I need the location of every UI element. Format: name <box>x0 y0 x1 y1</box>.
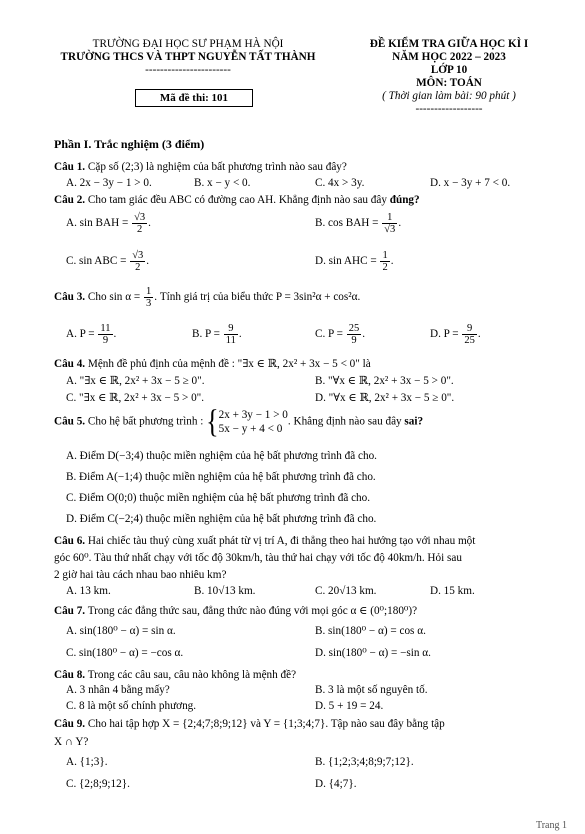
school-header <box>48 38 328 77</box>
question-9 <box>54 717 564 732</box>
option-prefix: A. P = <box>66 328 95 341</box>
fraction <box>144 286 153 309</box>
q8-option-b: B. 3 là một số nguyên tố. <box>315 684 428 696</box>
question-text-pre: Cho hệ bất phương trình : <box>87 415 204 428</box>
question-label: Câu 9. <box>54 718 86 730</box>
numerator: 1 <box>382 250 388 261</box>
denominator: √3 <box>384 224 396 235</box>
question-text: Mệnh đề phủ định của mệnh đề : "∃x ∈ ℝ, 2x² + 3x − 5 < 0" là <box>87 358 371 370</box>
question-text: Trong các câu sau, câu nào không là mệnh đề? <box>87 669 297 681</box>
school-year: NĂM HỌC 2022 – 2023 <box>392 51 506 63</box>
q1-option-d: D. x − 3y + 7 < 0. <box>430 177 511 189</box>
denominator: 3 <box>145 298 152 309</box>
denominator: 2 <box>135 262 141 273</box>
numerator: 9 <box>224 323 238 335</box>
numerator: √3 <box>132 250 144 261</box>
q9-option-d: D. {4;7}. <box>315 778 357 790</box>
option-prefix: C. P = <box>315 328 343 341</box>
header-dashes-left: ----------------------- <box>145 64 231 76</box>
q4-option-a: A. "∃x ∈ ℝ, 2x² + 3x − 5 ≥ 0". <box>66 375 205 387</box>
question-label: Câu 6. <box>54 535 86 547</box>
fraction <box>382 212 397 235</box>
q3-option-d: D. P = $\frac{9}{25}$ . <box>430 323 481 346</box>
q8-option-d: D. 5 + 19 = 24. <box>315 700 384 712</box>
question-text: Cho tam giác đều ABC có đường cao AH. Khẳng định nào sau đây <box>87 194 387 206</box>
q4-option-b: B. "∀x ∈ ℝ, 2x² + 3x − 5 > 0". <box>315 375 454 387</box>
question-8 <box>54 668 564 683</box>
q1-option-b: B. x − y < 0. <box>194 177 251 189</box>
school-name-1: TRƯỜNG ĐẠI HỌC SƯ PHẠM HÀ NỘI <box>92 38 284 50</box>
question-6 <box>54 534 564 549</box>
school-name-2: TRƯỜNG THCS VÀ THPT NGUYỄN TẤT THÀNH <box>60 51 316 63</box>
question-label: Câu 5. <box>54 415 86 428</box>
grade: LỚP 10 <box>430 64 468 76</box>
fraction <box>98 323 112 346</box>
question-line-1: Hai chiếc tàu thuỷ cùng xuất phát từ vị trí A, đi thẳng theo hai hướng tạo với nhau một <box>87 535 476 547</box>
denominator: 2 <box>382 262 388 273</box>
q9-option-b: B. {1;2;3;4;8;9;7;12}. <box>315 756 414 768</box>
numerator: 25 <box>348 323 360 334</box>
option-prefix: C. sin ABC = <box>66 255 127 268</box>
q3-option-a: A. P = $\frac{11}{9}$ . <box>66 323 117 346</box>
q4-option-d: D. "∀x ∈ ℝ, 2x² + 3x − 5 ≥ 0". <box>315 392 455 404</box>
question-9-line-2: X ∩ Y? <box>54 736 89 748</box>
q7-option-a: A. sin(180⁰ − α) = sin α. <box>66 625 176 637</box>
question-label: Câu 1. <box>54 161 86 173</box>
q9-option-a: A. {1;3}. <box>66 756 108 768</box>
question-emphasis: đúng? <box>389 194 420 206</box>
exam-title: ĐỀ KIỂM TRA GIỮA HỌC KÌ I <box>369 38 529 50</box>
q7-option-b: B. sin(180⁰ − α) = cos α. <box>315 625 426 637</box>
exam-code-box: Mã đề thi: 101 <box>135 89 253 107</box>
question-text: Trong các đẳng thức sau, đẳng thức nào đúng với mọi góc α ∈ (0⁰;180⁰)? <box>87 605 418 617</box>
option-prefix: B. cos BAH = <box>315 217 379 230</box>
numerator: √3 <box>134 212 146 223</box>
question-text: Cặp số (2;3) là nghiệm của bất phương trình nào sau đây? <box>87 161 347 173</box>
question-text-pre: Cho sin α = <box>87 291 141 304</box>
system-brace: { <box>206 403 219 440</box>
question-label: Câu 3. <box>54 291 86 304</box>
question-1 <box>54 160 564 175</box>
fraction <box>132 212 147 235</box>
q1-option-c: C. 4x > 3y. <box>315 177 365 189</box>
numerator: 1 <box>382 212 397 224</box>
inequality-1: 2x + 3y − 1 > 0 <box>218 409 288 421</box>
numerator: 11 <box>100 323 111 334</box>
q6-option-c: C. 20√13 km. <box>315 585 377 597</box>
question-text-post: . Khẳng định nào sau đây <box>287 415 402 428</box>
question-text-post: . Tính giá trị của biểu thức P = 3sin²α + cos²α. <box>154 291 361 304</box>
numerator: 1 <box>145 286 152 297</box>
question-line-1: Cho hai tập hợp X = {2;4;7;8;9;12} và Y = {1;3;4;7}. Tập nào sau đây bằng tập <box>87 718 445 730</box>
question-6-line-3: 2 giờ hai tàu cách nhau bao nhiêu km? <box>54 569 227 581</box>
q4-option-c: C. "∃x ∈ ℝ, 2x² + 3x − 5 > 0". <box>66 392 205 404</box>
q9-option-c: C. {2;8;9;12}. <box>66 778 130 790</box>
q8-option-c: C. 8 là một số chính phương. <box>66 700 197 712</box>
q6-option-a: A. 13 km. <box>66 585 111 597</box>
q3-option-b: B. P = $\frac{9}{11}$ . <box>192 323 242 346</box>
fraction <box>380 250 389 273</box>
denominator: 2 <box>136 224 143 235</box>
q2-option-b: B. cos BAH = $\frac{1}{√3}$ . <box>315 212 402 235</box>
question-5 <box>54 403 564 440</box>
question-6-line-2: góc 60⁰. Tàu thứ nhất chạy với tốc độ 30km/h, tàu thứ hai chạy với tốc độ 40km/h. Hỏi sau <box>54 552 462 564</box>
question-2 <box>54 193 564 208</box>
question-label: Câu 8. <box>54 669 86 681</box>
question-3 <box>54 286 564 309</box>
q6-option-b: B. 10√13 km. <box>194 585 256 597</box>
page-number: Trang 1 <box>535 820 567 831</box>
subject: MÔN: TOÁN <box>416 77 482 89</box>
inequality-system <box>219 408 288 436</box>
question-label: Câu 4. <box>54 358 86 370</box>
q2-option-c: C. sin ABC = $\frac{√3}{2}$ . <box>66 250 150 273</box>
option-prefix: B. P = <box>192 328 220 341</box>
denominator: 25 <box>464 335 475 346</box>
question-4 <box>54 357 564 372</box>
q5-option-b: B. Điểm A(−1;4) thuộc miền nghiệm của hệ bất phương trình đã cho. <box>66 471 376 483</box>
fraction <box>462 323 477 346</box>
question-label: Câu 2. <box>54 194 86 206</box>
option-prefix: D. P = <box>430 328 459 341</box>
exam-header <box>336 38 562 116</box>
q3-option-c: C. P = $\frac{25}{9}$ . <box>315 323 366 346</box>
q6-option-d: D. 15 km. <box>430 585 475 597</box>
q5-option-d: D. Điểm C(−2;4) thuộc miền nghiệm của hệ bất phương trình đã cho. <box>66 513 377 525</box>
inequality-2: 5x − y + 4 < 0 <box>218 423 283 435</box>
numerator: 9 <box>462 323 477 335</box>
denominator: 9 <box>351 335 357 346</box>
option-prefix: D. sin AHC = <box>315 255 377 268</box>
option-prefix: A. sin BAH = <box>66 217 129 230</box>
denominator: 11 <box>225 335 236 346</box>
question-label: Câu 7. <box>54 605 86 617</box>
header-dashes-right: ------------------ <box>415 103 483 115</box>
fraction <box>130 250 145 273</box>
q5-option-c: C. Điểm O(0;0) thuộc miền nghiệm của hệ bất phương trình đã cho. <box>66 492 371 504</box>
section-title: Phần I. Trắc nghiệm (3 điểm) <box>54 137 205 151</box>
q8-option-a: A. 3 nhân 4 bằng mấy? <box>66 684 170 696</box>
fraction <box>224 323 238 346</box>
q2-option-a: A. sin BAH = $\frac{√3}{2}$ . <box>66 212 151 235</box>
fraction <box>347 323 362 346</box>
q1-option-a: A. 2x − 3y − 1 > 0. <box>66 177 152 189</box>
question-7 <box>54 604 564 619</box>
q7-option-d: D. sin(180⁰ − α) = −sin α. <box>315 647 431 659</box>
denominator: 9 <box>102 335 109 346</box>
time-limit: ( Thời gian làm bài: 90 phút ) <box>382 90 516 102</box>
q5-option-a: A. Điểm D(−3;4) thuộc miền nghiệm của hệ bất phương trình đã cho. <box>66 450 377 462</box>
q7-option-c: C. sin(180⁰ − α) = −cos α. <box>66 647 184 659</box>
question-emphasis: sai? <box>404 415 424 428</box>
q2-option-d: D. sin AHC = $\frac{1}{2}$ . <box>315 250 394 273</box>
